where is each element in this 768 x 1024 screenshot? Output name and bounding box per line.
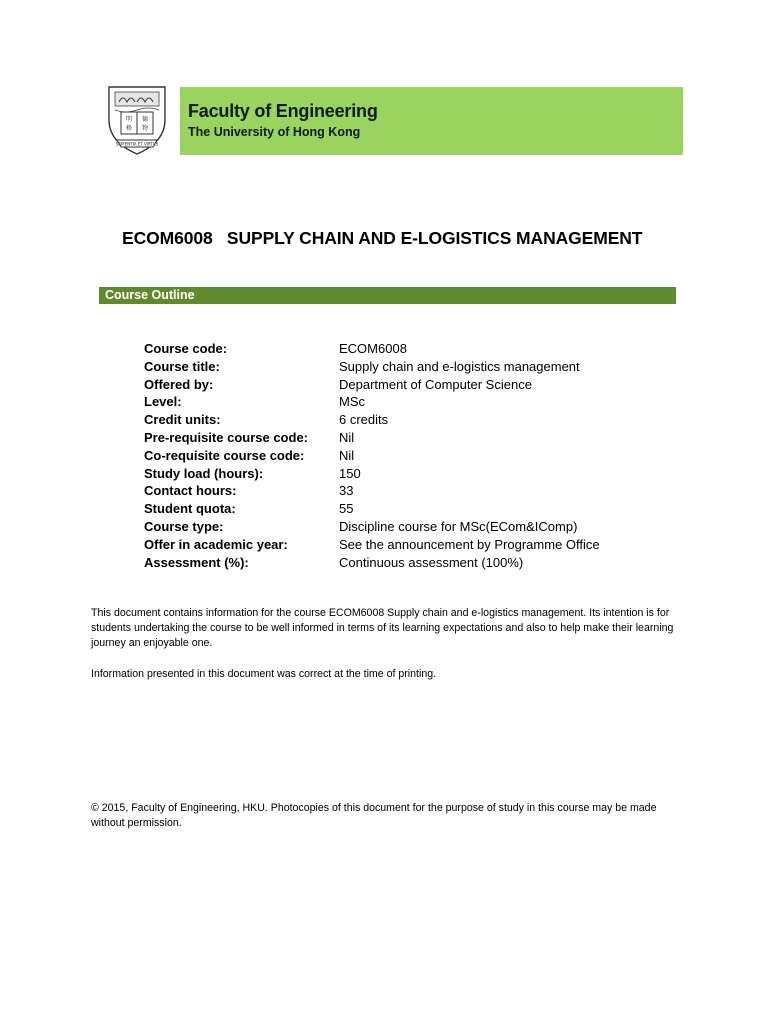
field-value: 55: [339, 501, 354, 517]
field-label: Credit units:: [144, 412, 221, 428]
field-value: 6 credits: [339, 412, 389, 428]
table-row: [144, 358, 600, 376]
field-value: MSc: [339, 394, 365, 410]
field-value: ECOM6008: [339, 341, 407, 356]
table-row: [144, 411, 600, 429]
field-label: Course type:: [144, 518, 224, 534]
table-row: [144, 482, 600, 500]
field-label: Offered by:: [144, 376, 214, 392]
field-label: Study load (hours):: [144, 465, 264, 481]
field-value: See the announcement by Programme Office: [339, 536, 600, 552]
section-header-bar: [99, 287, 676, 304]
university-crest-icon: [105, 84, 169, 156]
field-value: Discipline course for MSc(ECom&IComp): [339, 518, 578, 534]
copyright-notice: © 2015, Faculty of Engineering, HKU. Photocopies of this document for the purpose of study in this course may be made without permission.: [91, 802, 657, 829]
table-row: [144, 465, 600, 483]
field-label: Offer in academic year:: [144, 536, 288, 552]
svg-text:SAPIENTIA ET VIRTUS: SAPIENTIA ET VIRTUS: [115, 141, 159, 147]
table-row: [144, 447, 600, 465]
field-label: Course title:: [144, 358, 220, 374]
svg-text:明: 明: [125, 116, 133, 123]
table-row: [144, 554, 600, 572]
field-label: Course code:: [144, 341, 228, 356]
section-label: Course Outline: [105, 288, 195, 302]
table-row: [144, 393, 600, 411]
svg-text:格: 格: [125, 125, 133, 132]
table-row: [144, 518, 600, 536]
document-title: ECOM6008 SUPPLY CHAIN AND E-LOGISTICS MANAGEMENT: [122, 228, 643, 248]
field-label: Co-requisite course code:: [144, 447, 305, 463]
field-value: Department of Computer Science: [339, 376, 532, 392]
course-info-table: [144, 340, 600, 571]
field-value: 150: [339, 465, 361, 481]
table-row: [144, 536, 600, 554]
field-label: Level:: [144, 394, 182, 410]
accuracy-note: Information presented in this document was correct at the time of printing.: [91, 668, 437, 680]
intro-paragraph: This document contains information for the course ECOM6008 Supply chain and e-logistics management. Its intention is for students undertaking the course to be well informed in terms of its learning expectations and also to help make their learning journey an enjoyable one.: [91, 607, 674, 649]
field-label: Pre-requisite course code:: [144, 429, 308, 445]
field-value: Continuous assessment (100%): [339, 554, 524, 570]
field-label: Student quota:: [144, 501, 236, 517]
field-label: Contact hours:: [144, 483, 237, 499]
field-value: 33: [339, 483, 354, 499]
table-row: [144, 340, 600, 358]
field-value: Nil: [339, 429, 355, 445]
university-name: The University of Hong Kong: [188, 125, 361, 139]
field-value: Supply chain and e-logistics management: [339, 358, 580, 374]
svg-text:德: 德: [141, 116, 149, 123]
svg-text:物: 物: [141, 125, 149, 132]
table-row: [144, 376, 600, 394]
faculty-banner: [180, 87, 683, 155]
field-label: Assessment (%):: [144, 554, 249, 570]
faculty-name: Faculty of Engineering: [188, 101, 378, 121]
table-row: [144, 429, 600, 447]
table-row: [144, 500, 600, 518]
field-value: Nil: [339, 447, 355, 463]
